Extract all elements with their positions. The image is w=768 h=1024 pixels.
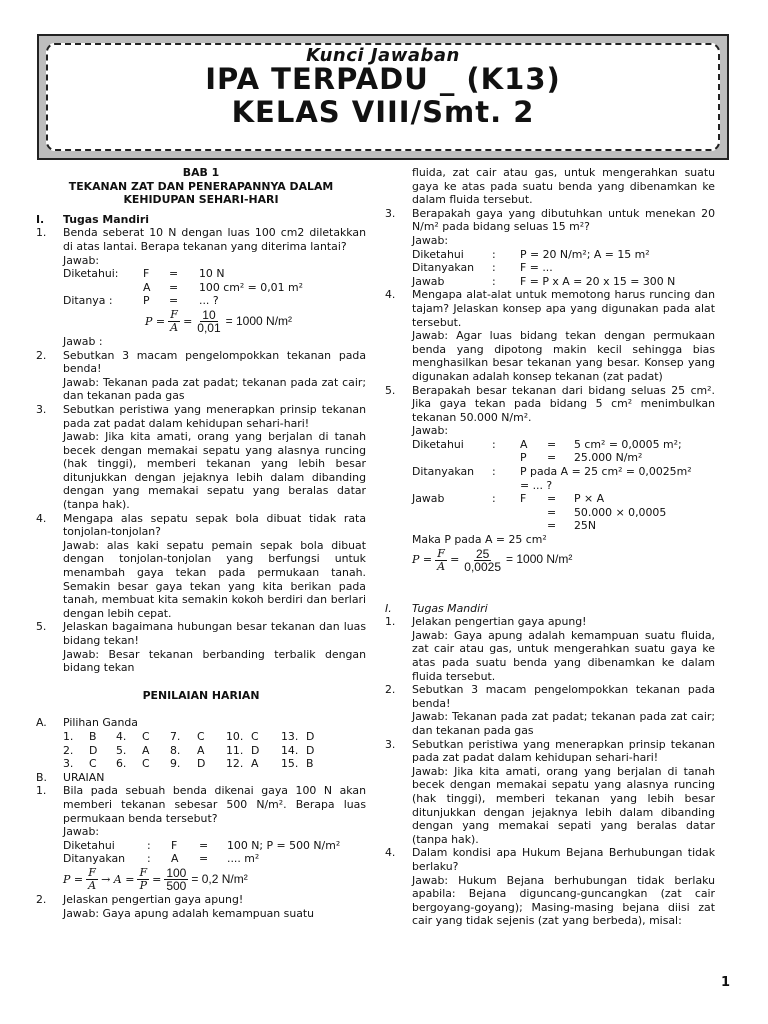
page-number: 1 (720, 975, 730, 991)
section-heading: I. Tugas Mandiri (385, 601, 488, 615)
given-table: Diketahui : F = 100 N; P = 500 N/m² Ditanyakan : A = .... m² (63, 838, 341, 866)
assessment-title: PENILAIAN HARIAN (142, 688, 260, 702)
right-column (385, 166, 715, 928)
chapter-title-line2: KEHIDUPAN SEHARI-HARI (123, 193, 279, 207)
question-2: 2. Sebutkan 3 macam pengelompokkan tekanan pada benda! Jawab: Tekanan pada zat padat; tekanan pada zat cair; dan tekanan pada gas (36, 348, 366, 403)
task-1: 1. Jelakan pengertian gaya apung! Jawab: Gaya apung adalah kemampuan suatu fluida, zat cair atau gas, untuk mengerahkan suatu gaya ke atas pada suatu benda yang dibenamkan ke dalam fluida tersebut. (385, 615, 715, 683)
question-4: 4. Mengapa alas sepatu sepak bola dibuat tidak rata tonjolan-tonjolan? Jawab: alas kaki sepatu pemain sepak bola dibuat dengan tonjolan-tonjolan yang berfungsi untuk menambah gaya tekan pada permukaan tanah. Semakin besar gaya tekan yang kita berikan pada tanah, membuat kita semakin kokoh berdiri dan berlari dengan lebih cepat. (36, 511, 366, 620)
title-banner (37, 34, 729, 160)
area-formula: P = $\frac{F}{A}$ → A = $\frac{F}{P}$ = $\frac{100}{500}$ = 0,2 N/m² (63, 865, 248, 893)
banner-title: IPA TERPADU _ (K13) (205, 61, 561, 96)
multiple-choice-answers: 1. B 4. C 7. C 10. C 13. D 2. D 5. A 8. A 11. D 14. D 3. C 6. C 9. D 12. A 15. B (63, 729, 315, 771)
banner-subtitle: Kunci Jawaban (306, 45, 460, 66)
title-banner-inner (46, 43, 720, 151)
question-1: 1. Benda seberat 10 N dengan luas 100 cm2 diletakkan di atas lantai. Berapa tekanan yang diterima lantai? Jawab: Diketahui: F = 10 N A = 100 cm² = 0,01 m² Ditanya : P = ... ? P = $\frac{F}{A}$ = $\frac{10}{0,01}$ = 1000 N/m² Jawab : (36, 226, 366, 348)
pressure-formula: P = $\frac{F}{A}$ = $\frac{10}{0,01}$ = 1000 N/m² (145, 307, 293, 335)
section-b-heading: B. URAIAN (36, 770, 105, 784)
question-text: Benda seberat 10 N dengan luas 100 cm2 diletakkan di atas lantai. Berapa tekanan yang diterima lantai? (63, 226, 366, 253)
given-table: Diketahui : P = 20 N/m²; A = 15 m² Ditanyakan : F = ... Jawab : F = P x A = 20 x 15 = 300 N (412, 247, 676, 288)
continued-text: fluida, zat cair atau gas, untuk mengerahkan suatu gaya ke atas pada suatu benda yang dibenamkan ke dalam fluida tersebut. (412, 166, 715, 207)
given-table: Diketahui : A = 5 cm² = 0,0005 m²; P = 25.000 N/m² Ditanyakan : P pada A = 25 cm² = 0,0025m² = ... ? Jawab : F = P × A = 50.000 × 0,0005 = 25N (412, 437, 692, 533)
question-5: 5. Berapakah besar tekanan dari bidang seluas 25 cm². Jika gaya tekan pada bidang 5 cm² menimbulkan tekanan 50.000 N/m². Jawab: Diketahui : A = 5 cm² = 0,0005 m²; P = 25.000 N/m² Ditanyakan : P pada A = 25 cm² = 0,0025m² = ... ? Jawab : F = P × A = 50.000 × 0,0005 = 25N Maka P pada A = 25 cm² P = $\frac{F}{A}$ = $\frac{25}{0,0025}$ = 1000 N/m² (385, 383, 715, 574)
question-3: 3. Berapakah gaya yang dibutuhkan untuk menekan 20 N/m² pada bidang seluas 15 m²? Jawab: Diketahui : P = 20 N/m²; A = 15 m² Ditanyakan : F = ... Jawab : F = P x A = 20 x 15 = 300 N (385, 206, 715, 288)
question-4: 4. Mengapa alat-alat untuk memotong harus runcing dan tajam? Jelaskan konsep apa yang digunakan pada alat tersebut. Jawab: Agar luas bidang tekan dengan permukaan benda yang dipotong makin kecil sehingga bias menghasilkan besar tekanan yang besar. Konsep yang digunakan adalah konsep tekanan (zat padat) (385, 288, 715, 383)
task-2: 2. Sebutkan 3 macam pengelompokkan tekanan pada benda! Jawab: Tekanan pada zat padat; tekanan pada zat cair; dan tekanan pada gas (385, 683, 715, 737)
task-4: 4. Dalam kondisi apa Hukum Bejana Berhubungan tidak berlaku? Jawab: Hukum Bejana berhubungan tidak berlaku apabila: Bejana diguncang-guncangkan (zat cair bergoyang-goyang); Masing-masing bejana diisi zat cair yang tidak sejenis (zat yang berbeda), misal: (385, 846, 715, 928)
chapter-title-line1: TEKANAN ZAT DAN PENERAPANNYA DALAM (68, 179, 334, 193)
left-column (36, 166, 366, 920)
pressure-formula: P = $\frac{F}{A}$ = $\frac{25}{0,0025}$ = 1000 N/m² (412, 546, 573, 574)
question-5: 5. Jelaskan bagaimana hubungan besar tekanan dan luas bidang tekan! Jawab: Besar tekanan berbanding terbalik dengan bidang tekan (36, 620, 366, 675)
given-table: Diketahui: F = 10 N A = 100 cm² = 0,01 m² Ditanya : P = ... ? (63, 267, 303, 308)
essay-question-2: 2. Jelaskan pengertian gaya apung! Jawab: Gaya apung adalah kemampuan suatu (36, 892, 315, 920)
section-a-heading: A. Pilihan Ganda (36, 716, 138, 730)
question-3: 3. Sebutkan peristiwa yang menerapkan prinsip tekanan pada zat padat dalam kehidupan sehari-hari! Jawab: Jika kita amati, orang yang berjalan di tanah becek dengan memakai sepatu yang alasnya runcing (hak tinggi), memberi tekanan yang lebih besar ditunjukkan dengan jejaknya lebih dalam dibanding dengan yang memakai sepatu yang beralas datar (tanpa hak). (36, 402, 366, 512)
section-heading: I. Tugas Mandiri (36, 212, 149, 226)
essay-question-1: 1. Bila pada sebuah benda dikenai gaya 100 N akan memberi tekanan sebesar 500 N/m². Berapa luas permukaan benda tersebut? Jawab: Diketahui : F = 100 N; P = 500 N/m² Ditanyakan : A = .... m² P = $\frac{F}{A}$ → A = $\frac{F}{P}$ = $\frac{100}{500}$ = 0,2 N/m² (36, 784, 366, 893)
chapter-label: BAB 1 (182, 166, 220, 179)
banner-class: KELAS VIII/Smt. 2 (231, 94, 535, 129)
task-3: 3. Sebutkan peristiwa yang menerapkan prinsip tekanan pada zat padat dalam kehidupan sehari-hari! Jawab: Jika kita amati, orang yang berjalan di tanah becek dengan memakai sepatu yang alasnya runcing (hak tinggi), memberi tekanan yang lebih besar ditunjukkan dengan jejaknya lebih dalam dibanding dengan yang memakai sepati yang beralas datar (tanpa hak). (385, 737, 715, 846)
